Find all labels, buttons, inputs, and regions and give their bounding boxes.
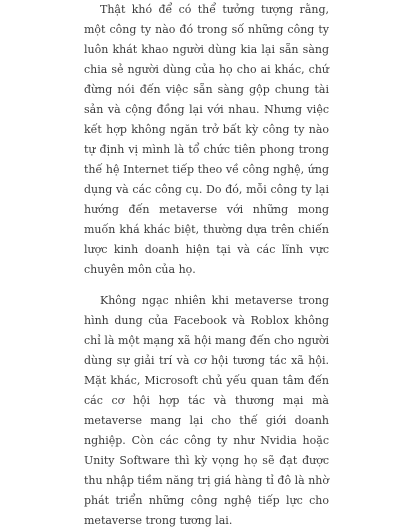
paragraph-2: Không ngạc nhiên khi metaverse trong hình dung của Facebook và Roblox không chỉ là một mạng xã hội mang đến cho người dùng sự giải trí và cơ hội tương tác xã hội. Mặt khác, Microsoft chủ yếu quan tâm đến các cơ hội hợp tác và thương mại mà metaverse mang lại cho thế giới doanh nghiệp. Còn các công ty như Nvidia hoặc Unity Software thì kỳ vọng họ sẽ đạt được thu nhập tiềm năng trị giá hàng tỉ đô là nhờ phát triển những công nghệ tiếp lực cho metaverse trong tương lai. <box>84 294 329 527</box>
text-column <box>84 0 329 531</box>
paragraph-1: Thật khó để có thể tưởng tượng rằng, một công ty nào đó trong số những công ty luôn khát khao người dùng kia lại sẵn sàng chia sẻ người dùng của họ cho ai khác, chứ đừng nói đến việc sẵn sàng gộp chung tài sản và cộng đồng lại với nhau. Nhưng việc kết hợp không ngăn trở bất kỳ công ty nào tự định vị mình là tổ chức tiên phong trong thế hệ Internet tiếp theo về công nghệ, ứng dụng và các công cụ. Do đó, mỗi công ty lại hướng đến metaverse với những mong muốn khá khác biệt, thường dựa trên chiến lược kinh doanh hiện tại và các lĩnh vực chuyên môn của họ. <box>84 3 329 276</box>
